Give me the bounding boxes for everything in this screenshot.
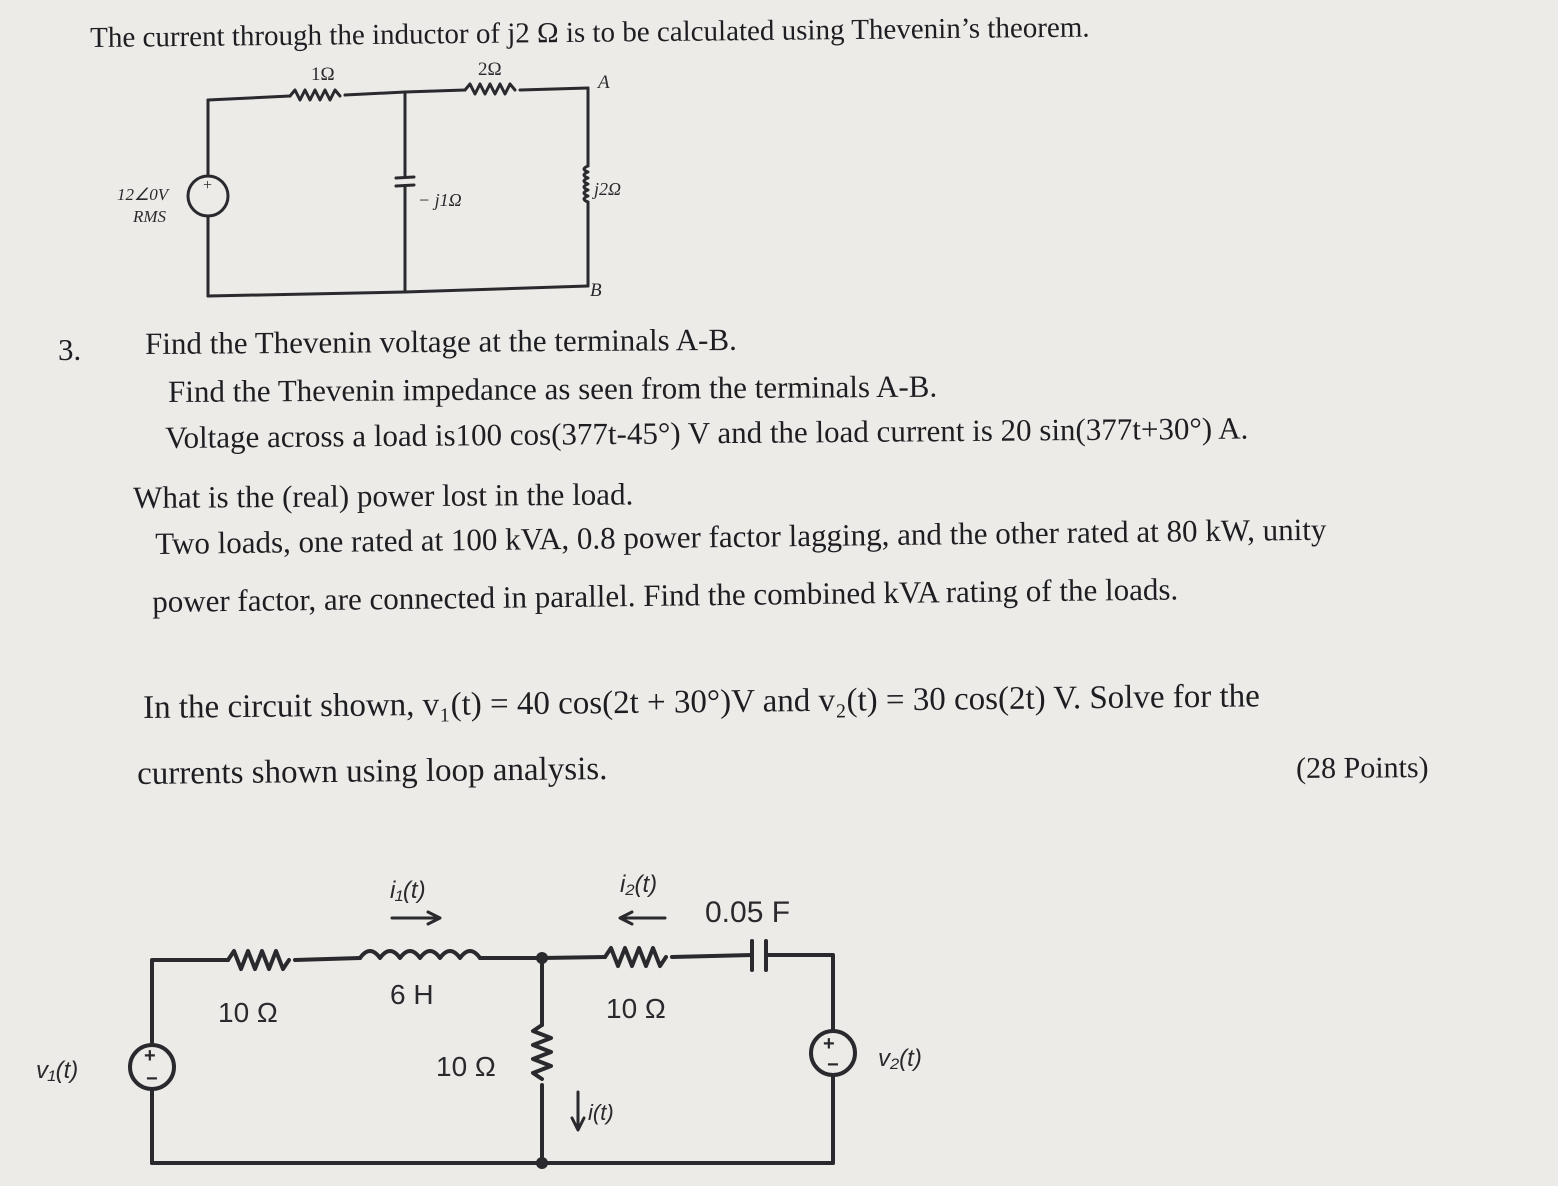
question-part-4-cont: power factor, are connected in parallel. Find the combined kVA rating of the loads.	[151, 571, 1179, 619]
arrow-i-icon	[572, 1092, 584, 1130]
resistor-mid-label: 10 Ω	[436, 1051, 496, 1082]
points-label: (28 Points)	[1295, 751, 1429, 785]
resistor-right-label: 10 Ω	[606, 993, 666, 1024]
resistor-right-10-ohm	[605, 948, 666, 966]
v2-minus-sign: −	[827, 1054, 839, 1076]
arrow-i1-icon	[392, 912, 440, 924]
label-1-ohm: 1Ω	[311, 64, 335, 85]
source-v2-label: v₂(t)	[878, 1045, 922, 1072]
source-v1-label: v₁(t)	[36, 1057, 79, 1084]
resistor-left-label: 10 Ω	[218, 997, 278, 1028]
node-a-label: A	[598, 72, 610, 93]
current-i2-label: i₂(t)	[620, 871, 658, 898]
capacitor-label: 0.05 F	[705, 896, 791, 929]
current-i-label: i(t)	[588, 1100, 614, 1125]
inductor-label: 6 H	[390, 979, 434, 1010]
problem2-line1: In the circuit shown, v₁(t) = 40 cos(2t + 30°)V and v₂(t) = 30 cos(2t) V. Solve for the	[142, 678, 1260, 726]
resistor-mid-10-ohm	[533, 1025, 551, 1079]
node-b-label: B	[590, 280, 602, 301]
problem2-line2: currents shown using loop analysis.	[136, 751, 608, 792]
question-part-1: Find the Thevenin voltage at the terminals A-B.	[144, 321, 737, 361]
v1-plus-sign: +	[144, 1045, 156, 1067]
question-part-3-cont: What is the (real) power lost in the load.	[132, 476, 634, 515]
question-part-2: Find the Thevenin impedance as seen from the terminals A-B.	[167, 368, 938, 409]
question-number: 3.	[58, 332, 82, 367]
label-2-ohm: 2Ω	[478, 59, 502, 80]
arrow-i2-icon	[620, 912, 665, 924]
inductor-label: j2Ω	[594, 179, 622, 199]
resistor-left-10-ohm	[228, 951, 289, 969]
source-unit-label: RMS	[133, 207, 167, 226]
question-part-4: Two loads, one rated at 100 kVA, 0.8 power factor lagging, and the other rated at 80 kW, unity	[154, 511, 1327, 561]
v2-plus-sign: +	[823, 1033, 835, 1055]
current-i1-label: i₁(t)	[390, 877, 426, 904]
v1-minus-sign: −	[146, 1068, 158, 1090]
source-plus-sign: +	[203, 177, 213, 194]
intro-text: The current through the inductor of j2 Ω is to be calculated using Thevenin’s theorem.	[89, 11, 1090, 54]
capacitor-0.05f-icon	[752, 941, 766, 970]
inductor-6h-icon	[360, 951, 480, 958]
capacitor-label: − j1Ω	[418, 190, 462, 210]
question-part-3: Voltage across a load is100 cos(377t-45°) V and the load current is 20 sin(377t+30°) A.	[164, 410, 1249, 455]
source-value-label: 12∠0V	[117, 185, 169, 204]
